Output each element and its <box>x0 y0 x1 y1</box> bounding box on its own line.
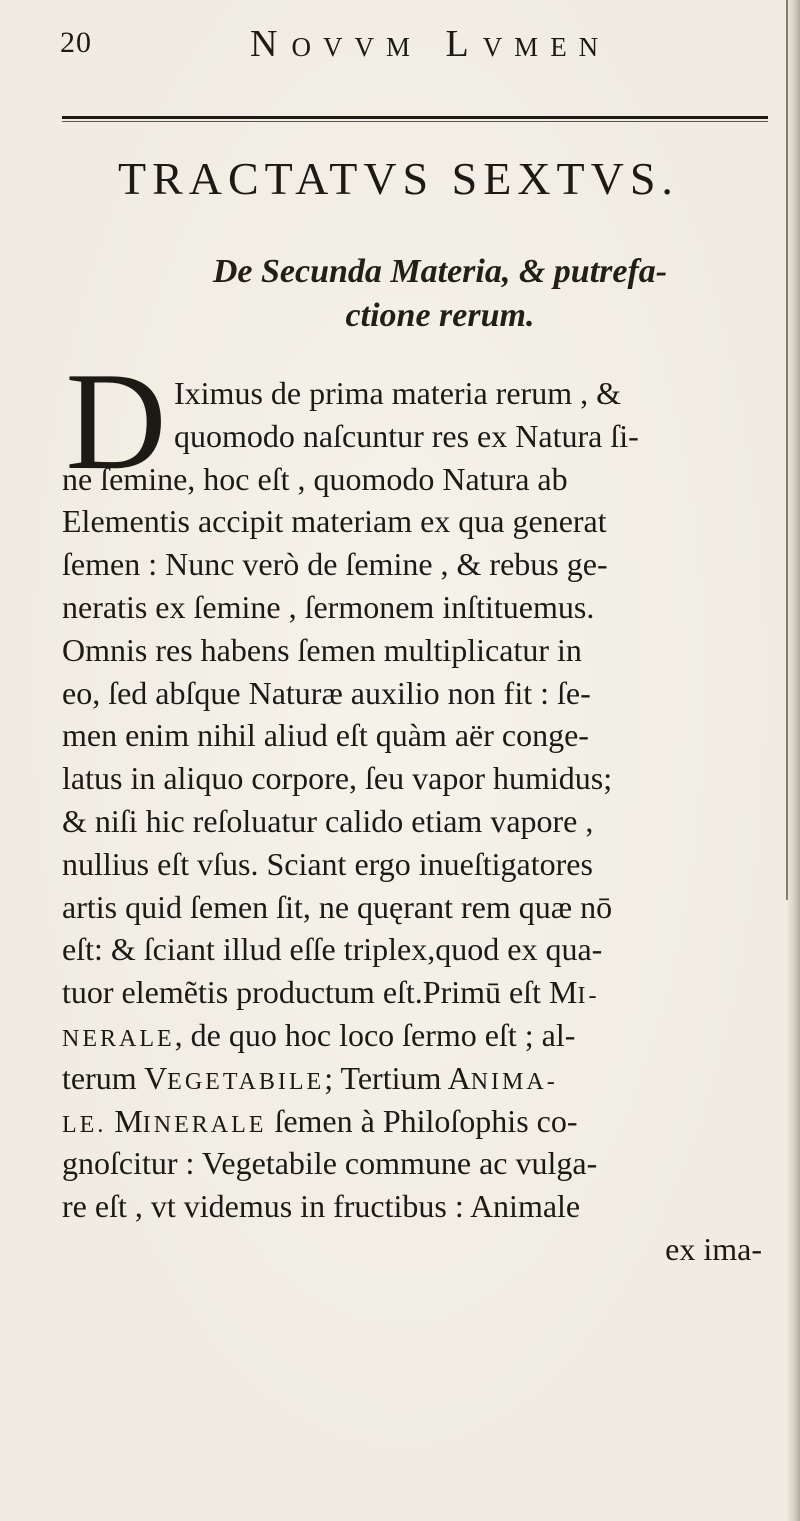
text-line: tuor elemẽtis productum eſt.Primū eſt MI- <box>62 974 600 1011</box>
text-line: NERALE, de quo hoc loco ſermo eſt ; al- <box>62 1016 576 1053</box>
head-rule <box>62 116 768 119</box>
page-number: 20 <box>60 26 92 59</box>
page-gutter-shadow <box>786 0 800 1521</box>
head-rule-thin <box>62 121 768 122</box>
subtitle-line-2: ctione rerum. <box>345 297 535 334</box>
text-line: ne ſemine, hoc eſt , quomodo Natura ab <box>62 460 568 497</box>
drop-cap: D <box>65 344 167 499</box>
chapter-subtitle <box>160 250 720 338</box>
text-line: eſt: & ſciant illud eſſe triplex,quod ex qua- <box>62 931 603 968</box>
text-line: & niſi hic reſoluatur calido etiam vapore , <box>62 802 594 839</box>
text-line: Elementis accipit materiam ex qua generat <box>62 503 607 540</box>
running-head <box>0 22 800 66</box>
binding-edge <box>786 0 788 900</box>
text-line: re eſt , vt videmus in fructibus : Animale <box>62 1188 581 1225</box>
text-line: terum VEGETABILE; Tertium ANIMA- <box>62 1059 558 1096</box>
text-line: eo, ſed abſque Naturæ auxilio non fit : ſe- <box>62 674 591 711</box>
text-line: quomodo naſcuntur res ex Natura ſi- <box>174 417 639 454</box>
body-text <box>62 372 782 1271</box>
catchword: ex ima- <box>665 1230 762 1267</box>
text-line: latus in aliquo corpore, ſeu vapor humidus; <box>62 760 613 797</box>
text-line: LE. MINERALE ſemen à Philoſophis co- <box>62 1102 578 1139</box>
text-line: men enim nihil aliud eſt quàm aër conge- <box>62 717 589 754</box>
text-line: neratis ex ſemine , ſermonem inſtituemus. <box>62 588 595 625</box>
text-line: Iximus de prima materia rerum , & <box>174 375 621 411</box>
subtitle-line-1: De Secunda Materia, & putrefa- <box>212 253 668 290</box>
text-line: ſemen : Nunc verò de ſemine , & rebus ge- <box>62 546 608 583</box>
text-line: gnoſcitur : Vegetabile commune ac vulga- <box>62 1145 598 1182</box>
chapter-title: TRACTATVS SEXTVS. <box>118 153 679 204</box>
text-line: artis quid ſemen ſit, ne quęrant rem quæ nō <box>62 888 613 925</box>
text-line: nullius eſt vſus. Sciant ergo inueſtigatores <box>62 845 593 882</box>
text-line: Omnis res habens ſemen multiplicatur in <box>62 631 582 668</box>
running-title: NOVVM LVMEN <box>250 23 611 65</box>
